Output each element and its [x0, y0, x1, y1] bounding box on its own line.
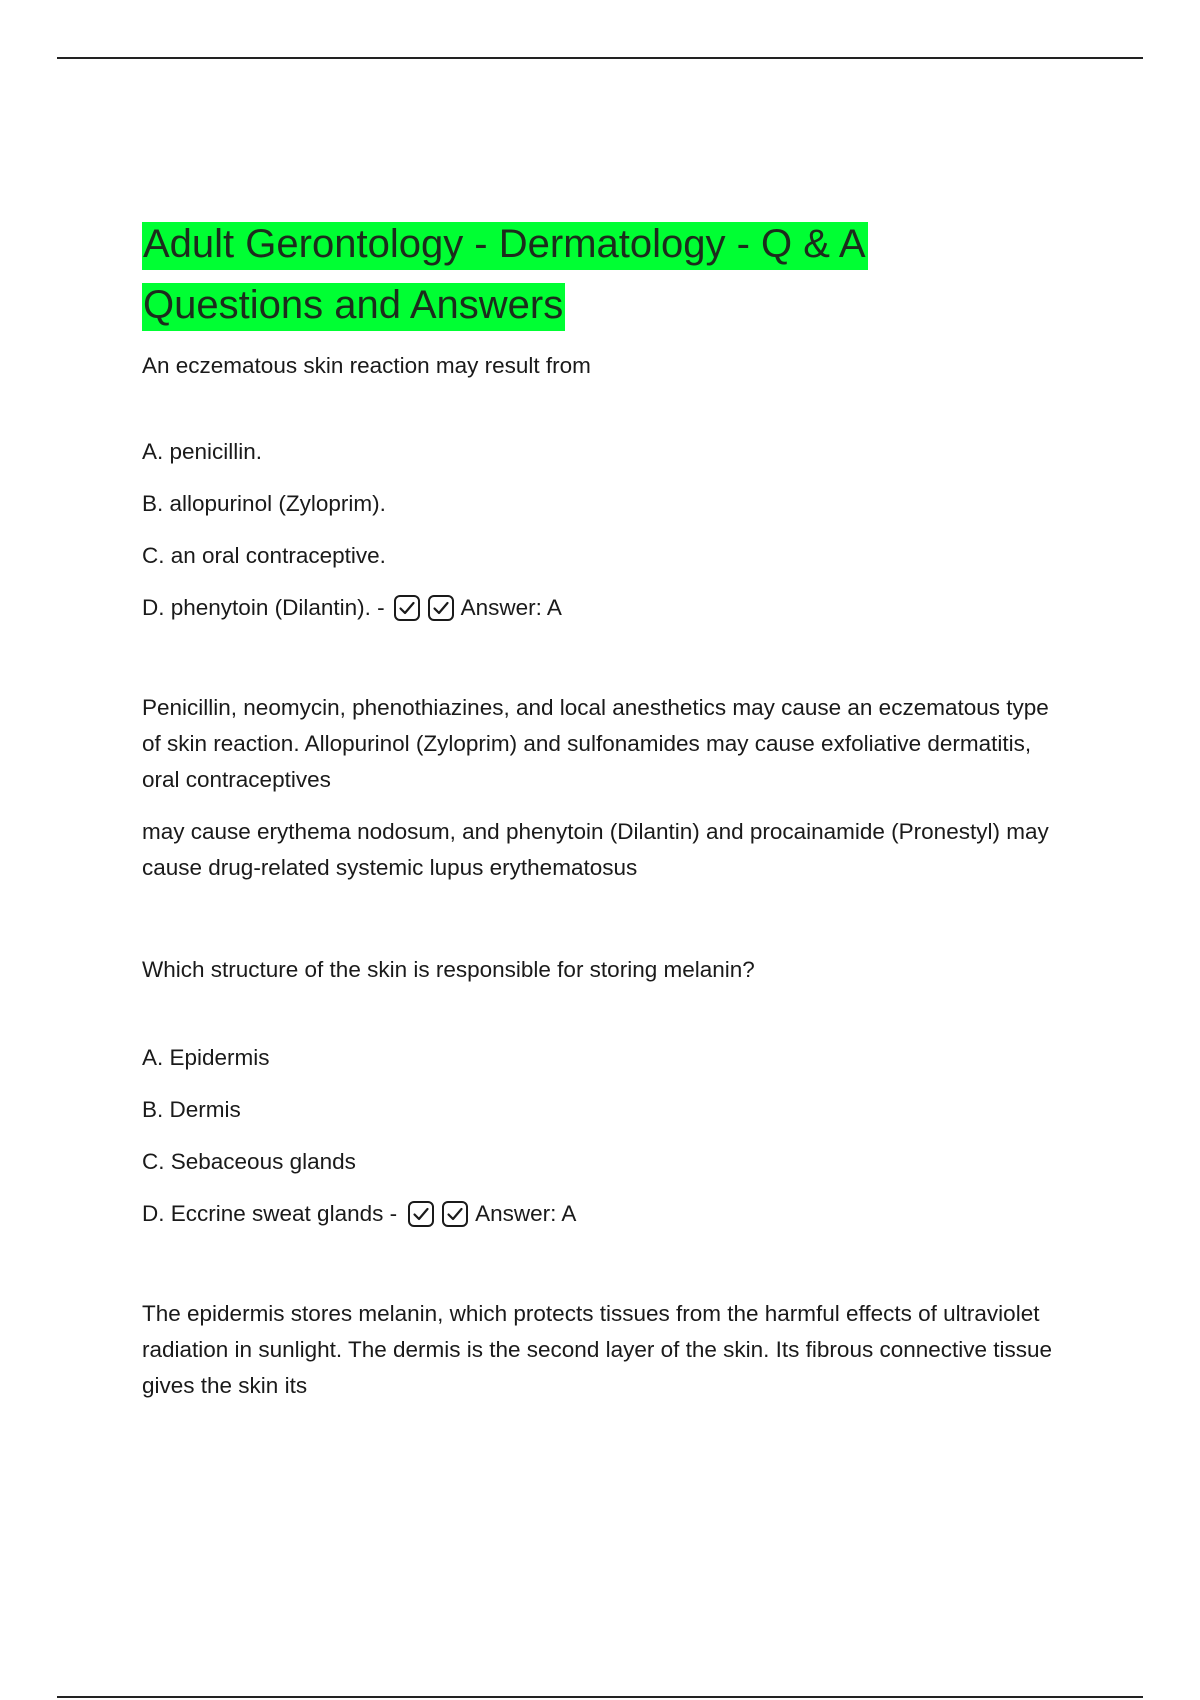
title-line-1: Adult Gerontology - Dermatology - Q & A	[142, 222, 868, 270]
question-1-explanation-p1: Penicillin, neomycin, phenothiazines, and local anesthetics may cause an eczematous type of skin reaction. Allopurinol (Zyloprim) and sulfonamides may cause exfoliative dermatitis, oral contraceptives	[142, 695, 1049, 792]
question-2-prompt: Which structure of the skin is responsible for storing melanin?	[142, 957, 755, 982]
question-2-options	[142, 1040, 1072, 1232]
question-1-explanation	[142, 690, 1072, 886]
question-2-explanation	[142, 1296, 1072, 1404]
document-body	[142, 214, 1072, 1427]
page-title	[142, 214, 1072, 336]
question-1-explanation-p2: may cause erythema nodosum, and phenytoin (Dilantin) and procainamide (Pronestyl) may cause drug-related systemic lupus erythematosus	[142, 819, 1049, 880]
question-1-option-b: B. allopurinol (Zyloprim).	[142, 491, 386, 516]
checkbox-checked-icon	[441, 1200, 469, 1228]
top-rule	[57, 57, 1143, 59]
question-1-prompt: An eczematous skin reaction may result from	[142, 353, 591, 378]
question-1-answer: Answer: A	[460, 595, 562, 620]
question-2-option-d: D. Eccrine sweat glands -	[142, 1201, 398, 1226]
question-1-option-a: A. penicillin.	[142, 439, 263, 464]
question-2-explanation-p1: The epidermis stores melanin, which protects tissues from the harmful effects of ultraviolet radiation in sunlight. The dermis is the second layer of the skin. Its fibrous connective tissue gives the skin its	[142, 1301, 1053, 1398]
question-1-option-d: D. phenytoin (Dilantin). -	[142, 595, 385, 620]
question-2-option-b: B. Dermis	[142, 1097, 241, 1122]
question-1-options	[142, 434, 1072, 626]
checkbox-checked-icon	[427, 594, 455, 622]
bottom-rule	[57, 1696, 1143, 1698]
question-2-option-c: C. Sebaceous glands	[142, 1149, 356, 1174]
question-2-answer: Answer: A	[475, 1201, 577, 1226]
checkbox-checked-icon	[407, 1200, 435, 1228]
question-2-option-a: A. Epidermis	[142, 1045, 270, 1070]
title-line-2: Questions and Answers	[142, 283, 565, 331]
checkbox-checked-icon	[393, 594, 421, 622]
question-1-option-c: C. an oral contraceptive.	[142, 543, 386, 568]
question-1-option-d-row	[142, 590, 1072, 626]
question-2-option-d-row	[142, 1196, 1072, 1232]
